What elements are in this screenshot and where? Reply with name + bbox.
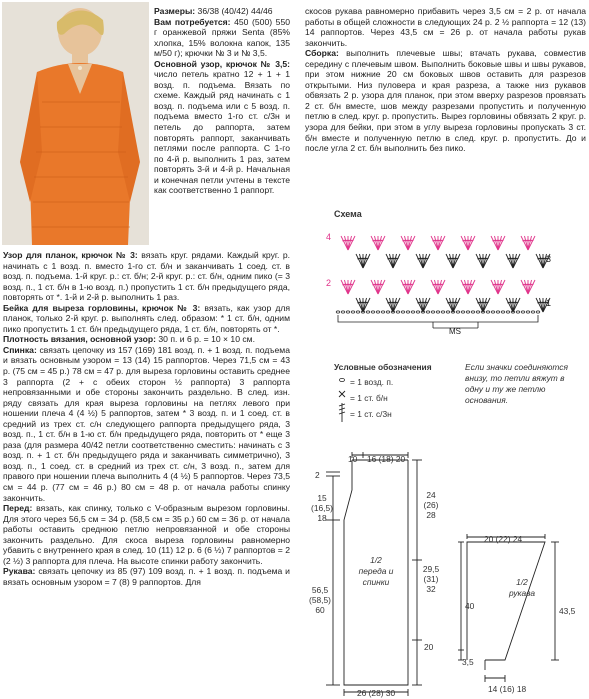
dim-label: 26 (28) 30	[357, 688, 396, 698]
chain-stitch	[341, 311, 345, 313]
legend-item: = 1 ст. б/н	[350, 393, 388, 403]
chain-stitch	[416, 311, 420, 313]
section-text: вязать, как спинку, только с V-образным вырезом горловины. Для этого через 56,5 см = 34 р. (58,5 см = 35 р.) 60 см = 36 р. от начала работы оставить среднюю петлю непровязанной и обе стороны закончить раздельно. Для скоса выреза горловины равномерно убавить с внутреннего края в след. 10 (11) 12 р. 6 (6 ½) 7 раппортов = 2 (2 ½) 3 раппорта для плеча. На высоте спинки работу закончить.	[3, 503, 290, 566]
section-label: Бейка для выреза горловины, крючок № 3:	[3, 302, 201, 313]
section-label: Спинка:	[3, 344, 37, 355]
fan-stitch	[476, 254, 490, 268]
dim-label: 24 (26) 28	[423, 490, 439, 520]
chain-stitch	[491, 311, 495, 313]
chain-stitch	[471, 311, 475, 313]
row-number: 2	[326, 278, 332, 288]
section-text: связать цепочку из 157 (169) 181 возд. п. + 1 возд. п. подъема и вязать основным узором = 13 (14) 15 раппортов. Через 71,5 см = 43 р. (75 см = 45 р.) 78 см = 47 р. для выреза горловины оставить среднее 3 раппорта (2 + с обеих сторон ½ раппорта) 3 раппорта непровязанными и обе стороны закончить раздельно. В след. изн. ряду связать для края выреза горловины на петлях левого при ношении плеча 4 (4 ½) 5 раппортов, затем * 3 возд. п. и 1 соед. ст. в средний из трех ст. с/н следующего раппорта предыдущего ряда, 3 возд. п., 1 ст. б/н в 1-ю ст. б/н предыдущего ряда, повторить от * еще 3 раза (для размера 40/42 петли соответственно сместить: начинать с 3 возд. п. + 1 ст. б/н предыдущего ряда и заканчивать симметрично), 3 возд. п., 1 соед. ст. в средний из трех ст. с/н, 3 возд. п., затем для правого при ношении плеча выполнить 4 (4 ½) 5 раппортов. Через 73,5 см = 44 р. (77 см = 46 р.) 80 см = 48 р. от начала работы спинку закончить.	[3, 344, 290, 503]
fan-stitch	[431, 236, 445, 250]
section-text: вязать, как узор для планок, только 2-й круг. р. выполнять след. образом: * 1 ст. б/н, одним пико пропустить 1 ст. б/н предыдущего ряда, 1 ст. б/н, повторять от *.	[3, 302, 290, 334]
chain-stitch	[531, 311, 535, 313]
chain-stitch	[376, 311, 380, 313]
chain-stitch	[516, 311, 520, 313]
fan-stitch	[506, 298, 520, 312]
fan-stitch	[371, 280, 385, 294]
chain-stitch	[426, 311, 430, 313]
fan-stitch	[401, 236, 415, 250]
section-text: 30 п. и 6 р. = 10 × 10 см.	[158, 334, 255, 345]
chain-stitch	[371, 311, 375, 313]
treble-crochet-icon	[339, 403, 345, 422]
main-pattern-value: число петель кратно 12 + 1 + 1 возд. п. подъема. Вязать по схеме. Каждый ряд начинать с 1 возд. п. подъема или с 5 возд. п. подъема вместо 1-го ст. с/3н и петель до раппорта, затем повторять раппорт, заканчивать петлями после раппорта. С 1-го по 4-й р. выполнить 1 раз, затем повторять 3-й и 4-й р. Начальная и конечная петли учтены в тексте как соответственно 1 раппорт.	[154, 69, 290, 196]
fan-stitch	[521, 236, 535, 250]
section-label: Рукава:	[3, 566, 36, 577]
chain-stitch	[441, 311, 445, 313]
dim-label: 2	[315, 470, 320, 480]
dim-label: 43,5	[559, 606, 576, 616]
chain-stitch	[486, 311, 490, 313]
chain-stitch	[431, 311, 435, 313]
chain-stitch	[446, 311, 450, 313]
legend-item: = 1 возд. п.	[350, 377, 394, 387]
dim-label: 10	[348, 454, 358, 464]
fan-stitch	[341, 236, 355, 250]
fan-stitch	[401, 280, 415, 294]
chain-stitch	[436, 311, 440, 313]
chain-stitch	[476, 311, 480, 313]
section-label: Сборка:	[305, 48, 339, 59]
section-text: скосов рукава равномерно прибавить через 3,5 см = 2 р. от начала работы в общей сложности в следующих 24 р. 2 ½ раппорта = 12 (13) 14 раппортов. Через 43,5 см = 26 р. от начала работы рукав закончить.	[305, 6, 586, 48]
spec-block	[154, 6, 290, 196]
fan-stitch	[431, 280, 445, 294]
fan-stitch	[356, 254, 370, 268]
chain-stitch	[506, 311, 510, 313]
fan-stitch	[371, 236, 385, 250]
section-text: связать цепочку из 85 (97) 109 возд. п. + 1 возд. п. подъема и вязать основным узором = 7 (8) 9 раппортов. Для	[3, 566, 290, 587]
dim-label: 14 (16) 18	[488, 684, 527, 694]
sleeve-pattern	[455, 530, 575, 698]
dim-label: 20	[424, 642, 434, 652]
chain-stitch	[526, 311, 530, 313]
legend-note: Если значки соединяются внизу, то петли вяжут в одну и ту же петлю основания.	[465, 362, 568, 405]
dim-label: 15 (16,5) 18	[311, 493, 333, 523]
fan-stitch	[476, 298, 490, 312]
dim-label: 56,5 (58,5) 60	[309, 585, 331, 615]
dim-label: 20 (22) 24	[484, 534, 523, 544]
model-illustration	[2, 2, 149, 245]
fan-stitch	[446, 298, 460, 312]
fan-stitch	[491, 280, 505, 294]
dim-label: 16 (18) 20	[367, 454, 406, 464]
row-number: 4	[326, 232, 332, 242]
fan-stitch	[386, 254, 400, 268]
chain-stitch	[356, 311, 360, 313]
materials-value: 450 (500) 550 г оранжевой пряжи Senta (85% хлопка, 15% волокна капок, 135 м/50 г); крючки № 3 и № 3,5.	[154, 16, 291, 59]
legend-symbols	[332, 374, 352, 424]
body-piece-label: 1/2 переда и спинки	[358, 555, 394, 587]
sizes-label: Размеры:	[154, 6, 196, 16]
chain-stitch	[336, 311, 340, 313]
row-number: 3	[546, 254, 552, 264]
stitch-fans	[336, 236, 550, 313]
fan-stitch	[386, 298, 400, 312]
section-text: выполнить плечевые швы; втачать рукава, совместив середину с плечевым швом. Выполнить боковые швы и швы рукавов, при этом нижние 20 см боковых швов оставить для разрезов открытыми. Низ пуловера и края разреза, а также низ рукавов обвязать 2 р. узора для планок, при этом вверху разрезов провязать 2 ст. б/н вместе, шов между разрезами пропустить и полученную петлю в след. круг. р. пропустить. Вырез горловины обвязать 2 круг. р. узора для бейки, при этом в углу выреза горловины пропускать 3 ст. б/н вместе и полученную петлю в след. круг. р. пропустить. До и после угла 2 ст. б/н выполнить без пико.	[305, 48, 586, 154]
fan-stitch	[521, 280, 535, 294]
chain-stitch	[521, 311, 525, 313]
chain-stitch	[411, 311, 415, 313]
crochet-scheme	[318, 220, 558, 340]
chain-stitch	[396, 311, 400, 313]
chain-stitch	[366, 311, 370, 313]
rapport-label: MS	[449, 327, 461, 336]
instructions-right	[305, 6, 586, 154]
scheme-title: Схема	[334, 209, 362, 219]
row-number: 1	[546, 298, 552, 308]
section-text: вязать круг. рядами. Каждый круг. р. начинать с 1 возд. п. вместо 1-го ст. б/н и заканчивать 1 соед. ст. в возд. п. подъема. 1-й круг. р.: ст. б/н; 2-й круг. р.: ст. б/н, одним пико (= 3 возд. п., 1 ст. б/н в 1-ю возд. п.) пропустить 1 ст. б/н предыдущего ряда, повторять от *. 1-й и 2-й р. выполнить 1 раз.	[3, 250, 290, 303]
dim-label: 29,5 (31) 32	[422, 564, 440, 594]
chain-stitch	[536, 311, 540, 313]
chain-stitch	[466, 311, 470, 313]
chain-stitch	[461, 311, 465, 313]
fan-stitch	[416, 298, 430, 312]
sleeve-piece-label: 1/2 рукава	[508, 577, 536, 598]
chain-stitch	[351, 311, 355, 313]
materials-label: Вам потребуется:	[154, 16, 231, 27]
fan-stitch	[416, 254, 430, 268]
chain-stitch	[406, 311, 410, 313]
single-crochet-icon	[339, 391, 345, 397]
sizes-value: 36/38 (40/42) 44/46	[197, 6, 273, 16]
section-label: Плотность вязания, основной узор:	[3, 334, 156, 345]
legend-title: Условные обозначения	[334, 362, 432, 372]
chain-stitch	[456, 311, 460, 313]
chain-stitch	[381, 311, 385, 313]
main-pattern-label: Основной узор, крючок № 3,5:	[154, 58, 290, 69]
instructions-left	[3, 250, 290, 588]
chain-stitch	[346, 311, 350, 313]
chain-stitch	[386, 311, 390, 313]
dim-label: 3,5	[462, 657, 474, 667]
fan-stitch	[491, 236, 505, 250]
section-label: Перед:	[3, 503, 33, 514]
fan-stitch	[461, 236, 475, 250]
legend-item: = 1 ст. с/3н	[350, 409, 392, 419]
section-label: Узор для планок, крючок № 3:	[3, 250, 138, 260]
fan-stitch	[506, 254, 520, 268]
chain-icon	[340, 378, 345, 381]
fan-stitch	[341, 280, 355, 294]
fan-stitch	[446, 254, 460, 268]
dim-label: 40	[465, 601, 475, 611]
fan-stitch	[356, 298, 370, 312]
chain-stitch	[501, 311, 505, 313]
chain-stitch	[496, 311, 500, 313]
fan-stitch	[461, 280, 475, 294]
chain-stitch	[401, 311, 405, 313]
model-photo	[2, 2, 149, 245]
